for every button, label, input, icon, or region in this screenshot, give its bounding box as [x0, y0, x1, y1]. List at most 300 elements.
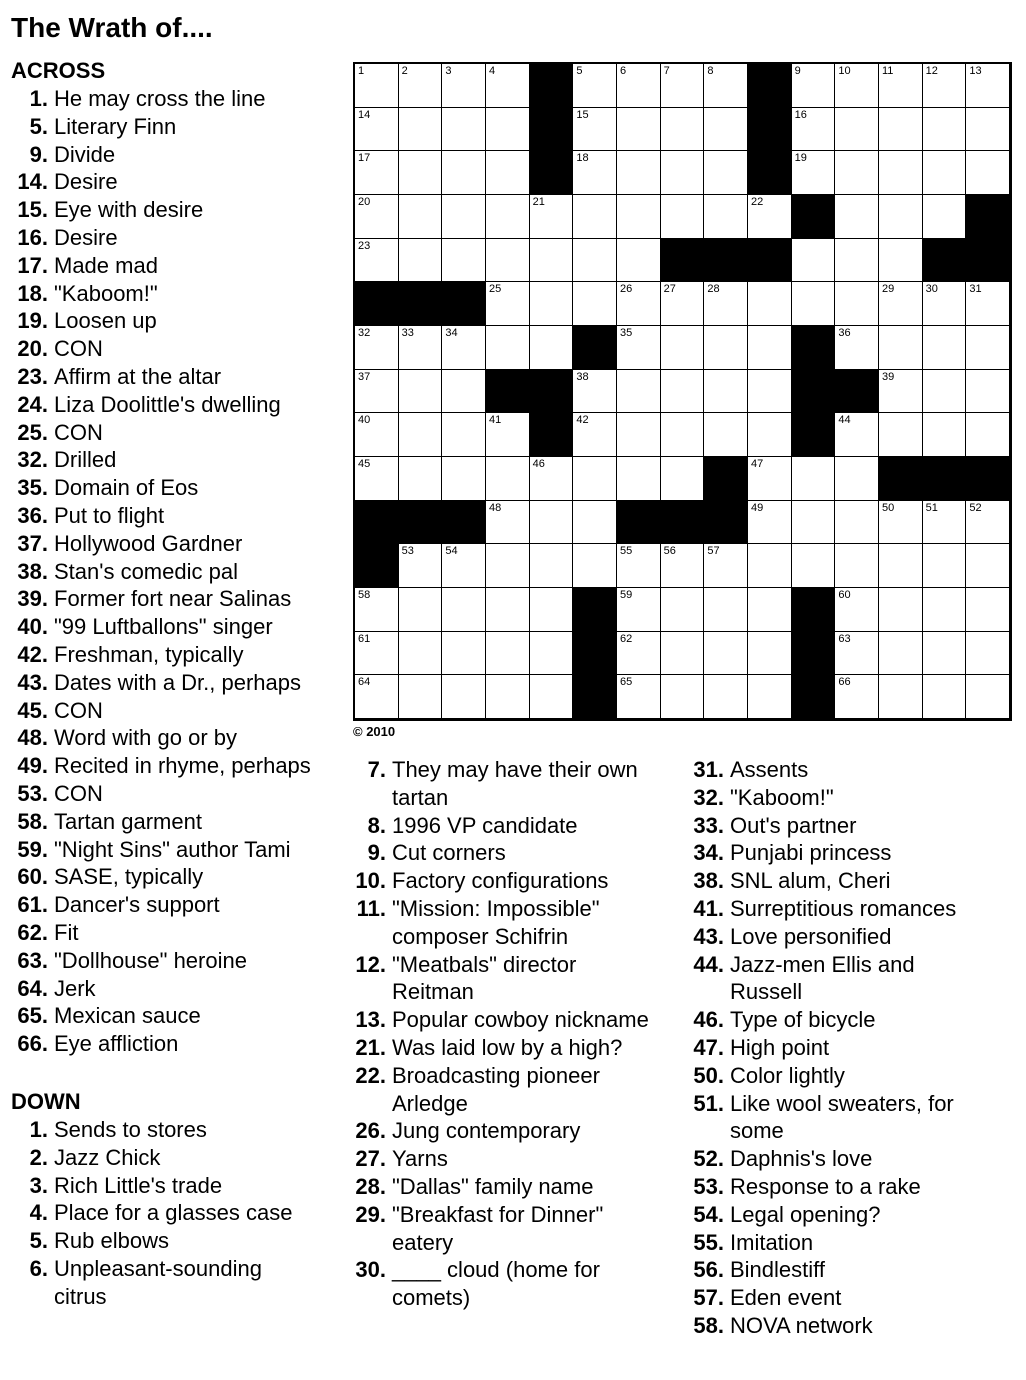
clue-text: "Breakfast for Dinner": [392, 1201, 604, 1227]
clue-number: 56.: [693, 1257, 724, 1283]
clue-number: 20.: [17, 336, 48, 362]
cell-number: 29: [882, 283, 895, 296]
grid-cell[interactable]: [923, 151, 967, 195]
grid-cell[interactable]: [792, 108, 836, 152]
cell-number: 52: [969, 501, 982, 514]
grid-cell[interactable]: [704, 64, 748, 108]
clue-number: 26.: [355, 1118, 386, 1144]
grid-cell[interactable]: [879, 151, 923, 195]
grid-cell[interactable]: [617, 326, 661, 370]
grid-cell[interactable]: [355, 588, 399, 632]
grid-cell[interactable]: [748, 326, 792, 370]
grid-cell[interactable]: [530, 544, 574, 588]
grid-cell[interactable]: [704, 675, 748, 719]
grid-cell[interactable]: [486, 675, 530, 719]
grid-cell[interactable]: [923, 195, 967, 239]
grid-cell[interactable]: [879, 282, 923, 326]
grid-cell[interactable]: [486, 457, 530, 501]
grid-cell[interactable]: [835, 108, 879, 152]
grid-cell[interactable]: [923, 326, 967, 370]
grid-cell[interactable]: [617, 239, 661, 283]
grid-cell[interactable]: [617, 195, 661, 239]
clue-number: 9.: [367, 840, 386, 866]
grid-cell[interactable]: [530, 457, 574, 501]
grid-cell[interactable]: [966, 588, 1010, 632]
clue-text: Jerk: [54, 975, 96, 1001]
grid-cell[interactable]: [966, 326, 1010, 370]
grid-cell[interactable]: [486, 282, 530, 326]
grid-cell[interactable]: [399, 632, 443, 676]
grid-cell[interactable]: [835, 239, 879, 283]
grid-cell[interactable]: [966, 151, 1010, 195]
grid-cell[interactable]: [835, 151, 879, 195]
grid-cell[interactable]: [442, 675, 486, 719]
cell-number: 2: [401, 65, 408, 77]
clue-text: Tartan garment: [54, 808, 202, 834]
grid-cell[interactable]: [399, 457, 443, 501]
grid-cell[interactable]: [573, 64, 617, 108]
clue-number: 59.: [17, 836, 48, 862]
grid-cell[interactable]: [530, 588, 574, 632]
clue-text: Cut corners: [392, 840, 506, 866]
cell-number: 48: [489, 501, 502, 514]
clue-number: 9.: [29, 141, 48, 167]
clue-text: Unpleasant-sounding: [54, 1256, 262, 1281]
grid-cell[interactable]: [748, 675, 792, 719]
grid-cell[interactable]: [617, 632, 661, 676]
grid-cell[interactable]: [661, 675, 705, 719]
grid-cell[interactable]: [355, 370, 399, 414]
grid-cell[interactable]: [879, 370, 923, 414]
grid-cell[interactable]: [530, 675, 574, 719]
grid-cell[interactable]: [399, 370, 443, 414]
grid-block: [442, 282, 486, 326]
cell-number: 44: [838, 414, 851, 427]
grid-block: [792, 632, 836, 676]
grid-cell[interactable]: [704, 282, 748, 326]
clue-number: 41.: [693, 896, 724, 921]
grid-cell[interactable]: [879, 544, 923, 588]
grid-cell[interactable]: [617, 413, 661, 457]
grid-cell[interactable]: [573, 370, 617, 414]
grid-cell[interactable]: [530, 195, 574, 239]
grid-cell[interactable]: [704, 588, 748, 632]
clue-number: 17.: [17, 252, 48, 278]
grid-cell[interactable]: [792, 64, 836, 108]
grid-cell[interactable]: [966, 413, 1010, 457]
grid-cell[interactable]: [923, 64, 967, 108]
grid-cell[interactable]: [879, 588, 923, 632]
clue-text: Hollywood Gardner: [54, 530, 243, 556]
clue-text: Type of bicycle: [730, 1007, 876, 1033]
grid-cell[interactable]: [617, 108, 661, 152]
grid-cell[interactable]: [617, 457, 661, 501]
grid-cell[interactable]: [661, 326, 705, 370]
grid-cell[interactable]: [399, 675, 443, 719]
clue-number: 5.: [29, 113, 48, 139]
grid-cell[interactable]: [748, 457, 792, 501]
clue-text: Recited in rhyme, perhaps: [54, 753, 311, 779]
grid-cell[interactable]: [617, 370, 661, 414]
grid-cell[interactable]: [573, 195, 617, 239]
grid-cell[interactable]: [661, 151, 705, 195]
grid-cell[interactable]: [486, 108, 530, 152]
clue-number: 52.: [693, 1146, 724, 1172]
grid-cell[interactable]: [966, 632, 1010, 676]
grid-cell[interactable]: [399, 64, 443, 108]
grid-cell[interactable]: [879, 239, 923, 283]
cell-number: 28: [707, 283, 720, 296]
clue-number: 47.: [693, 1035, 724, 1060]
clue-text: Yarns: [392, 1146, 448, 1172]
clue-text: "Kaboom!": [730, 784, 834, 810]
grid-cell[interactable]: [399, 108, 443, 152]
grid-block: [748, 108, 792, 152]
grid-cell[interactable]: [399, 151, 443, 195]
grid-cell[interactable]: [442, 151, 486, 195]
clue-text: CON: [54, 697, 103, 723]
grid-cell[interactable]: [661, 413, 705, 457]
clue-number: 43.: [693, 923, 724, 949]
grid-cell[interactable]: [442, 239, 486, 283]
clue-text: "Meatbals" director: [392, 951, 577, 977]
grid-block: [792, 413, 836, 457]
clue-text: Word with go or by: [54, 725, 238, 751]
clue-text: Fit: [54, 920, 79, 945]
clue-text: Factory configurations: [392, 868, 609, 894]
clue-text: Sends to stores: [54, 1117, 207, 1142]
grid-cell[interactable]: [355, 413, 399, 457]
grid-cell[interactable]: [835, 501, 879, 545]
grid-cell[interactable]: [704, 632, 748, 676]
grid-cell[interactable]: [879, 501, 923, 545]
clue-number: 44.: [693, 951, 724, 977]
grid-cell[interactable]: [923, 370, 967, 414]
clue-text: Popular cowboy nickname: [392, 1007, 649, 1033]
grid-cell[interactable]: [573, 151, 617, 195]
clue-text: They may have their own: [392, 757, 638, 782]
grid-cell[interactable]: [792, 151, 836, 195]
clue-number: 55.: [693, 1229, 724, 1255]
grid-cell[interactable]: [704, 544, 748, 588]
grid-cell[interactable]: [748, 195, 792, 239]
grid-cell[interactable]: [573, 501, 617, 545]
clue-number: 30.: [355, 1257, 386, 1283]
grid-cell[interactable]: [966, 544, 1010, 588]
grid-cell[interactable]: [486, 151, 530, 195]
clue-number: 18.: [17, 280, 48, 306]
grid-cell[interactable]: [835, 588, 879, 632]
cell-number: 58: [358, 589, 371, 601]
clue-text: CON: [54, 781, 103, 806]
clue-text: Color lightly: [730, 1062, 845, 1088]
grid-cell[interactable]: [661, 544, 705, 588]
grid-cell[interactable]: [923, 501, 967, 545]
grid-cell[interactable]: [355, 64, 399, 108]
clue-text: Out's partner: [730, 812, 857, 838]
clue-number: 12.: [355, 951, 386, 977]
grid-cell[interactable]: [442, 457, 486, 501]
grid-cell[interactable]: [704, 370, 748, 414]
grid-cell[interactable]: [573, 239, 617, 283]
clue-number: 14.: [17, 169, 48, 195]
grid-cell[interactable]: [573, 413, 617, 457]
grid-cell[interactable]: [486, 588, 530, 632]
grid-block: [792, 326, 836, 370]
grid-cell[interactable]: [355, 675, 399, 719]
clue-text: Loosen up: [54, 308, 157, 334]
grid-cell[interactable]: [792, 282, 836, 326]
clue-text: He may cross the line: [54, 86, 266, 111]
grid-cell[interactable]: [879, 64, 923, 108]
clue-number: 48.: [17, 725, 48, 751]
clue-text-continued: some: [730, 1118, 784, 1144]
grid-cell[interactable]: [661, 370, 705, 414]
clue-text: Daphnis's love: [730, 1146, 873, 1172]
grid-cell[interactable]: [573, 108, 617, 152]
grid-cell[interactable]: [399, 544, 443, 588]
grid-cell[interactable]: [923, 282, 967, 326]
grid-cell[interactable]: [966, 282, 1010, 326]
grid-cell[interactable]: [442, 370, 486, 414]
clue-text: 1996 VP candidate: [392, 812, 578, 838]
grid-cell[interactable]: [792, 457, 836, 501]
grid-cell[interactable]: [748, 282, 792, 326]
grid-cell[interactable]: [792, 501, 836, 545]
grid-cell[interactable]: [704, 413, 748, 457]
grid-block: [573, 326, 617, 370]
crossword-grid: [353, 62, 1012, 721]
clue-number: 63.: [17, 947, 48, 973]
grid-cell[interactable]: [879, 108, 923, 152]
grid-cell[interactable]: [835, 195, 879, 239]
cell-number: 18: [576, 152, 589, 165]
clue-number: 37.: [17, 530, 48, 556]
grid-cell[interactable]: [355, 457, 399, 501]
clue-number: 1.: [29, 1117, 48, 1142]
grid-cell[interactable]: [923, 413, 967, 457]
cell-number: 37: [358, 370, 371, 383]
grid-cell[interactable]: [486, 544, 530, 588]
grid-cell[interactable]: [923, 108, 967, 152]
grid-cell[interactable]: [966, 108, 1010, 152]
grid-cell[interactable]: [442, 64, 486, 108]
grid-cell[interactable]: [879, 413, 923, 457]
grid-cell[interactable]: [530, 632, 574, 676]
grid-cell[interactable]: [442, 413, 486, 457]
grid-cell[interactable]: [442, 588, 486, 632]
grid-cell[interactable]: [835, 282, 879, 326]
clue-number: 57.: [693, 1285, 724, 1311]
clue-number: 32.: [693, 784, 724, 810]
grid-cell[interactable]: [661, 282, 705, 326]
clue-text: Dates with a Dr., perhaps: [54, 669, 302, 695]
grid-cell[interactable]: [486, 64, 530, 108]
clue-number: 5.: [29, 1228, 48, 1254]
cell-number: 8: [707, 65, 714, 77]
grid-cell[interactable]: [486, 239, 530, 283]
grid-cell[interactable]: [748, 588, 792, 632]
grid-cell[interactable]: [355, 239, 399, 283]
grid-cell[interactable]: [486, 413, 530, 457]
grid-cell[interactable]: [355, 632, 399, 676]
grid-cell[interactable]: [399, 413, 443, 457]
grid-cell[interactable]: [923, 588, 967, 632]
cell-number: 16: [794, 108, 807, 121]
grid-block: [399, 501, 443, 545]
cell-number: 30: [925, 283, 938, 296]
grid-cell[interactable]: [617, 544, 661, 588]
clue-text: Legal opening?: [730, 1201, 881, 1227]
grid-cell[interactable]: [355, 326, 399, 370]
grid-cell[interactable]: [792, 544, 836, 588]
grid-cell[interactable]: [704, 195, 748, 239]
grid-cell[interactable]: [704, 108, 748, 152]
grid-cell[interactable]: [442, 108, 486, 152]
grid-cell[interactable]: [748, 370, 792, 414]
grid-cell[interactable]: [442, 195, 486, 239]
grid-cell[interactable]: [355, 151, 399, 195]
clue-number: 1.: [29, 86, 48, 111]
clue-text: Freshman, typically: [54, 642, 244, 667]
grid-cell[interactable]: [617, 64, 661, 108]
grid-cell[interactable]: [399, 588, 443, 632]
copyright-notice: © 2010: [353, 724, 396, 739]
grid-cell[interactable]: [399, 326, 443, 370]
grid-cell[interactable]: [661, 195, 705, 239]
clue-text: Punjabi princess: [730, 840, 892, 866]
grid-cell[interactable]: [661, 108, 705, 152]
grid-cell[interactable]: [442, 632, 486, 676]
grid-cell[interactable]: [486, 501, 530, 545]
grid-cell[interactable]: [617, 282, 661, 326]
grid-cell[interactable]: [835, 64, 879, 108]
grid-cell[interactable]: [486, 632, 530, 676]
grid-cell[interactable]: [704, 151, 748, 195]
grid-cell[interactable]: [835, 413, 879, 457]
grid-cell[interactable]: [835, 326, 879, 370]
clue-text: Eye with desire: [54, 197, 204, 223]
grid-cell[interactable]: [923, 675, 967, 719]
grid-cell[interactable]: [617, 675, 661, 719]
clue-text-continued: eatery: [392, 1229, 454, 1255]
clue-text: Desire: [54, 169, 118, 195]
clue-number: 15.: [17, 197, 48, 223]
clue-text: Mexican sauce: [54, 1003, 201, 1029]
cell-number: 19: [794, 152, 807, 165]
grid-cell[interactable]: [355, 195, 399, 239]
grid-cell[interactable]: [748, 632, 792, 676]
cell-number: 9: [794, 65, 801, 77]
grid-cell[interactable]: [748, 544, 792, 588]
grid-cell[interactable]: [704, 326, 748, 370]
grid-cell[interactable]: [748, 501, 792, 545]
grid-cell[interactable]: [966, 370, 1010, 414]
cell-number: 6: [620, 65, 627, 77]
clue-number: 8.: [367, 812, 386, 838]
grid-cell[interactable]: [748, 413, 792, 457]
grid-cell[interactable]: [442, 326, 486, 370]
grid-cell[interactable]: [617, 588, 661, 632]
grid-block: [442, 501, 486, 545]
clue-number: 35.: [17, 475, 48, 501]
clue-text: Liza Doolittle's dwelling: [54, 391, 281, 417]
clue-text-continued: Arledge: [392, 1090, 468, 1116]
grid-cell[interactable]: [530, 501, 574, 545]
grid-cell[interactable]: [835, 544, 879, 588]
clue-number: 33.: [693, 812, 724, 838]
clue-number: 58.: [17, 808, 48, 834]
clue-text: CON: [54, 419, 103, 445]
grid-cell[interactable]: [573, 282, 617, 326]
grid-cell[interactable]: [442, 544, 486, 588]
grid-cell[interactable]: [835, 457, 879, 501]
grid-cell[interactable]: [486, 326, 530, 370]
grid-cell[interactable]: [355, 108, 399, 152]
grid-cell[interactable]: [617, 151, 661, 195]
grid-block: [704, 501, 748, 545]
grid-cell[interactable]: [879, 326, 923, 370]
grid-cell[interactable]: [923, 632, 967, 676]
grid-cell[interactable]: [879, 675, 923, 719]
grid-block: [486, 370, 530, 414]
grid-cell[interactable]: [661, 64, 705, 108]
grid-block: [792, 675, 836, 719]
clue-number: 31.: [693, 757, 724, 782]
grid-cell[interactable]: [792, 239, 836, 283]
cell-number: 27: [663, 283, 676, 296]
clue-number: 29.: [355, 1201, 386, 1227]
cell-number: 47: [751, 458, 764, 470]
clue-number: 61.: [17, 892, 48, 918]
clue-number: 38.: [693, 868, 724, 894]
grid-cell[interactable]: [530, 326, 574, 370]
grid-block: [748, 151, 792, 195]
grid-cell[interactable]: [661, 632, 705, 676]
grid-cell[interactable]: [661, 588, 705, 632]
grid-block: [399, 282, 443, 326]
grid-cell[interactable]: [530, 239, 574, 283]
grid-cell[interactable]: [661, 457, 705, 501]
clue-text-continued: citrus: [54, 1283, 107, 1309]
grid-cell[interactable]: [879, 195, 923, 239]
grid-cell[interactable]: [399, 239, 443, 283]
clue-number: 36.: [17, 503, 48, 528]
cell-number: 38: [576, 370, 589, 383]
clue-number: 62.: [17, 920, 48, 945]
clue-text: High point: [730, 1035, 830, 1060]
clue-text: Domain of Eos: [54, 475, 199, 501]
clue-number: 60.: [17, 864, 48, 890]
grid-cell[interactable]: [573, 457, 617, 501]
grid-cell[interactable]: [966, 675, 1010, 719]
grid-cell[interactable]: [923, 544, 967, 588]
clue-number: 32.: [17, 447, 48, 473]
grid-cell[interactable]: [966, 501, 1010, 545]
grid-cell[interactable]: [835, 632, 879, 676]
puzzle-title: The Wrath of....: [11, 12, 213, 43]
clue-text-continued: composer Schifrin: [392, 923, 569, 949]
clue-number: 39.: [17, 586, 48, 612]
grid-cell[interactable]: [530, 282, 574, 326]
clue-text: Dancer's support: [54, 892, 220, 918]
grid-cell[interactable]: [835, 675, 879, 719]
grid-cell[interactable]: [573, 544, 617, 588]
grid-cell[interactable]: [879, 632, 923, 676]
grid-cell[interactable]: [966, 64, 1010, 108]
grid-cell[interactable]: [486, 195, 530, 239]
grid-cell[interactable]: [399, 195, 443, 239]
